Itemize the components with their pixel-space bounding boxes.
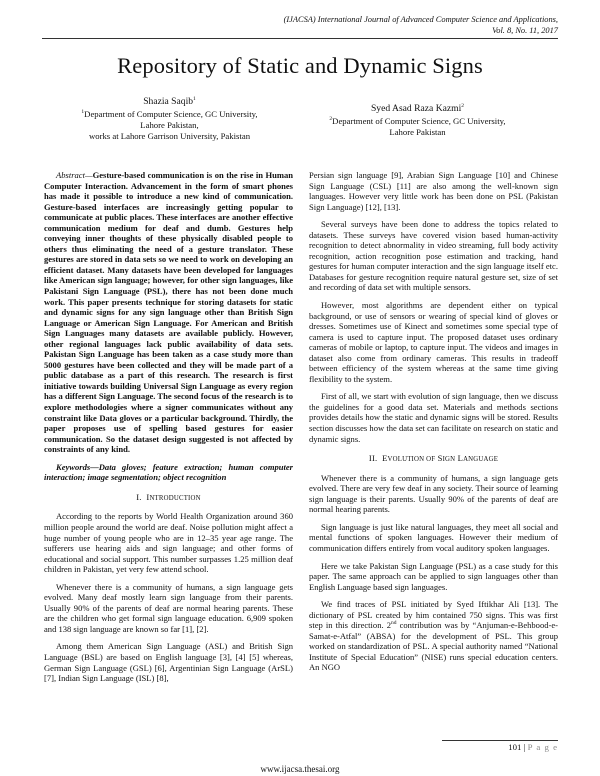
paragraph: Several surveys have been done to address the topics related to datasets. These surveys have covered vision based human-activity recognition to detect abnormality in video streaming, full body activity recognition, action recognition pose estimation and tracking, hand gestures for human computer interaction and the sign language itself etc. Databases for gesture recognition require natural gesture set, size of set and recording of data set with multiple sensors. [309,219,558,293]
paragraph: Among them American Sign Language (ASL) and British Sign Language (BSL) are based on English language [3], [4] [5] whereas, German Sign Language (GSL) [6], Argentinian Sign Language (ArSL) [7], Indian Sign Language (ISL) [8], [44,641,293,684]
page-footer [42,740,558,774]
author-affiliation: $^1$Department of Computer Science, GC University, [81,109,258,119]
paragraph: Persian sign language [9], Arabian Sign Language [10] and Chinese Sign Language (CSL) [11] are also among the well-known sign languages. However very little work has been done on PSL (Pakistan Sign Language) [12], [13]. [309,170,558,212]
section-heading-introduction: I. INTRODUCTION [136,491,201,502]
author-affiliation-extra: works at Lahore Garrison University, Pakistan [88,131,251,141]
page-number: 101 | P a g e [508,742,558,752]
keywords-text: Data gloves; feature extraction; human computer interaction; image segmentation; object recognition [44,461,293,483]
left-column [44,170,293,691]
paragraph: According to the reports by World Health Organization around 360 million people around the world are deaf. Noise pollution might affect a huge number of young people who are in 12–35 year age range. The sufferers use hearing aids and sign language; and other forms of educational and social support. This number surpasses 1.25 million deaf children in Pakistan, yet very few attend school. [44,511,293,575]
paragraph: However, most algorithms are dependent either on typical background, or use of sensors or wearing of special kind of gloves or dresses. Sometimes use of Kinect and sometimes some special type of camera is used to capture input. The proposed dataset uses ordinary cameras of mobile or laptop, to capture input. The videos and images in dataset also come from ordinary cameras. This results in tradeoff between efficiency of the system whereas at the same time giving flexibility to the system. [309,300,558,384]
journal-header [158,15,558,36]
paragraph: First of all, we start with evolution of sign language, then we discuss the guidelines for a good data set. Materials and methods sections provides details how the static and dynamic signs will be stored. Results section discusses how the data set can facilitate on research on static and dynamic signs. [309,391,558,444]
section-heading-evolution: II. EVOLUTION OF SIGN LANGUAGE [368,453,499,464]
author-affiliation: $^2$Department of Computer Science, GC University, [329,116,506,126]
abstract [44,170,293,455]
paragraph: Whenever there is a community of humans, a sign language gets evolved. Many deaf mostly learn sign language from their parents. Usually 90% of the parents of deaf are normal hearing parents. These are the children who get formal sign language education. 6,909 spoken and 138 sign language are known so far [1], [2]. [44,581,293,634]
keywords [44,462,293,483]
right-column [309,170,558,680]
paragraph: Here we take Pakistan Sign Language (PSL) as a case study for this paper. The same approach can be applied to sign languages other than English Language based sign languages. [309,560,558,592]
author-block-1 [62,96,277,142]
author-name: Syed Asad Raza Kazmi$^2$ [370,103,465,114]
author-name: Shazia Saqib$^1$ [143,96,196,107]
abstract-text: Gesture-based communication is on the rise in Human Computer Interaction. Advancement in the form of smart phones has made it possible to introduce a new kind of communication. Gesture-based interfaces are increasingly getting popular to communicate at public places. These interfaces are another effective communication medium for deaf and dumb. Gestures help conveying inner thoughts of these physically disabled people to others thus eliminating the need of a gesture translator. These gestures are stored in data sets so we need to work on developing an efficient dataset. Many datasets have been developed for languages like American sign language; however, for other sign languages, like Pakistani Sign Language (PSL), there has not been done much work. This paper presents technique for storing datasets for static and dynamic signs for any sign language other than British Sign Language or American Sign Language. For American and British Sign Languages many datasets are available publicly. However, other regional languages lack public availability of data sets. Pakistan Sign Language has been taken as a case study more than 5000 gestures have been collected and they will be made part of a public database as a part of this research. The research is first initiative towards building Universal Sign Language as every region has a different Sign Language. The second focus of the research is to explore methodologies where a signer communicates without any constraint like Data gloves or a particular background. Thirdly, the paper proposes use of spelling based gestures for easier communication. So the dataset design suggested is not affected by constraints of any kind. [44,170,293,455]
paragraph: Whenever there is a community of humans, a sign language gets evolved. There are very few deaf in any society. Their source of learning sign language is their parents. Usually 90% of the parents of deaf are normal hearing parents. [309,472,558,515]
abstract-label: Abstract— [56,170,93,180]
paragraph: Sign language is just like natural languages, they meet all social and mental functions of spoken languages. However their medium of communication differs entirely from vocal auditory spoken languages. [309,521,558,553]
author-affiliation-city: Lahore Pakistan, [140,120,199,130]
footer-rule [442,740,558,741]
paper-title: Repository of Static and Dynamic Signs [117,53,483,78]
journal-volume: Vol. 8, No. 11, 2017 [492,25,558,35]
author-block-2 [300,103,535,138]
paragraph: We find traces of PSL initiated by Syed Iftikhar Ali [13]. The dictionary of PSL created by him contained 750 signs. This was first step in this direction. 2nd contribution was by “Anjuman-e-Behbood-e-Samat-e-Atfal” (ABSA) for the development of PSL. This group worked on standardization of PSL. A special authority named “National Institute of Special Education” (NISE) runs special education centers. An NGO [309,599,558,673]
keywords-label: Keywords— [56,461,99,472]
journal-name: (IJACSA) International Journal of Advanced Computer Science and Applications, [283,15,558,24]
author-affiliation-city: Lahore Pakistan [389,127,446,137]
journal-url[interactable]: www.ijacsa.thesai.org [260,764,340,774]
header-rule [42,38,558,39]
